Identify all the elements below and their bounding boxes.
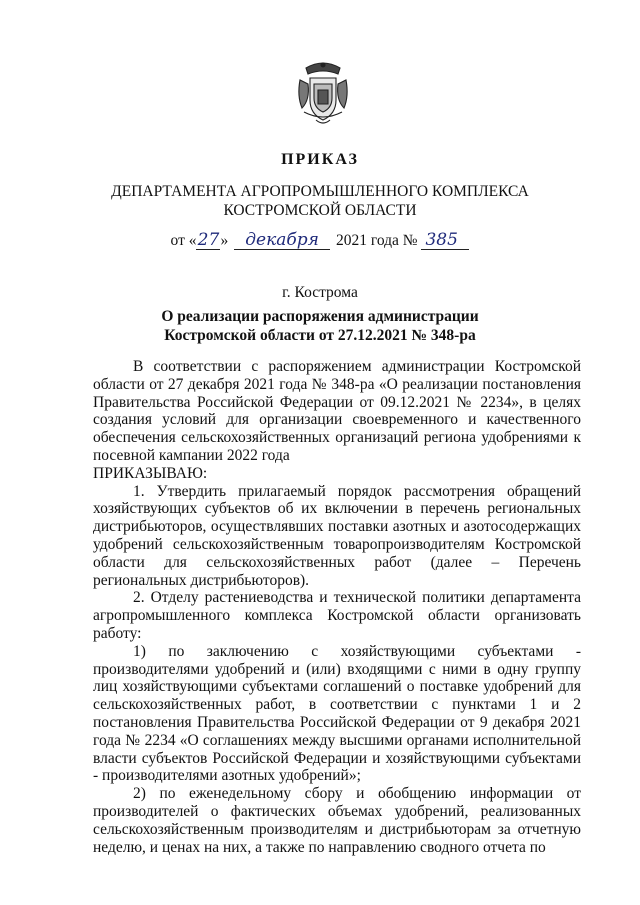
department-name <box>0 182 640 220</box>
coat-of-arms-icon <box>296 60 350 126</box>
department-line-2: КОСТРОМСКОЙ ОБЛАСТИ <box>223 202 417 219</box>
document-subject <box>0 307 640 345</box>
document-body <box>93 358 581 856</box>
item-2-2-paragraph: 2) по еженедельному сбору и обобщению информации от производителей о фактических объемах удобрений, реализованных сельскохозяйственным производителям и дистрибьюторам за отчетную неделю, и ценах на них, а также по направлению сводного отчета по <box>93 785 581 856</box>
item-1-paragraph: 1. Утвердить прилагаемый порядок рассмотрения обращений хозяйствующих субъектов об их включении в перечень региональных дистрибьюторов, осуществлявших поставки азотных и азотосодержащих удобрений сельскохозяйственным товаропроизводителям Костромской области для сельскохозяйственных работ (далее – Перечень региональных дистрибьюторов). <box>93 482 581 589</box>
year-text: 2021 года № <box>335 232 418 249</box>
item-2-1-paragraph: 1) по заключению с хозяйствующими субъектами - производителями удобрений и (или) входящими с ними в одну группу лиц хозяйствующими субъектами соглашений о поставке удобрений для сельскохозяйственных работ, в соответствии с пунктами 1 и 2 постановления Правительства Российской Федерации от 9 декабря 2021 года № 2234 «О соглашениях между высшими органами исполнительной власти субъектов Российской Федерации и хозяйствующими субъектами - производителями азотных удобрений»; <box>93 642 581 785</box>
intro-paragraph: В соответствии с распоряжением администрации Костромской области от 27 декабря 2021 года № 348-ра «О реализации постановления Правительства Российской Федерации от 09.12.2021 № 2234», в целях создания условий для организации своевременного и качественного обеспечения сельскохозяйственных организаций региона удобрениями к посевной кампании 2022 года <box>93 358 581 464</box>
subject-line-1: О реализации распоряжения администрации <box>161 308 479 325</box>
date-line <box>0 231 640 250</box>
handwritten-day: 27 <box>197 230 220 250</box>
order-heading: ПРИКАЗЫВАЮ: <box>93 464 208 482</box>
city-line: г. Кострома <box>282 284 358 301</box>
handwritten-order-number: 385 <box>421 231 469 250</box>
handwritten-month: декабря <box>234 231 330 250</box>
department-line-1: ДЕПАРТАМЕНТА АГРОПРОМЫШЛЕННОГО КОМПЛЕКСА <box>111 183 529 200</box>
item-2-paragraph: 2. Отделу растениеводства и технической политики департамента агропромышленного комплекса Костромской области организовать работу: <box>93 589 581 642</box>
subject-line-2: Костромской области от 27.12.2021 № 348-ра <box>164 327 476 344</box>
date-prefix: от « <box>170 232 197 249</box>
document-title: ПРИКАЗ <box>281 151 359 168</box>
date-quote-close: » <box>220 232 229 249</box>
